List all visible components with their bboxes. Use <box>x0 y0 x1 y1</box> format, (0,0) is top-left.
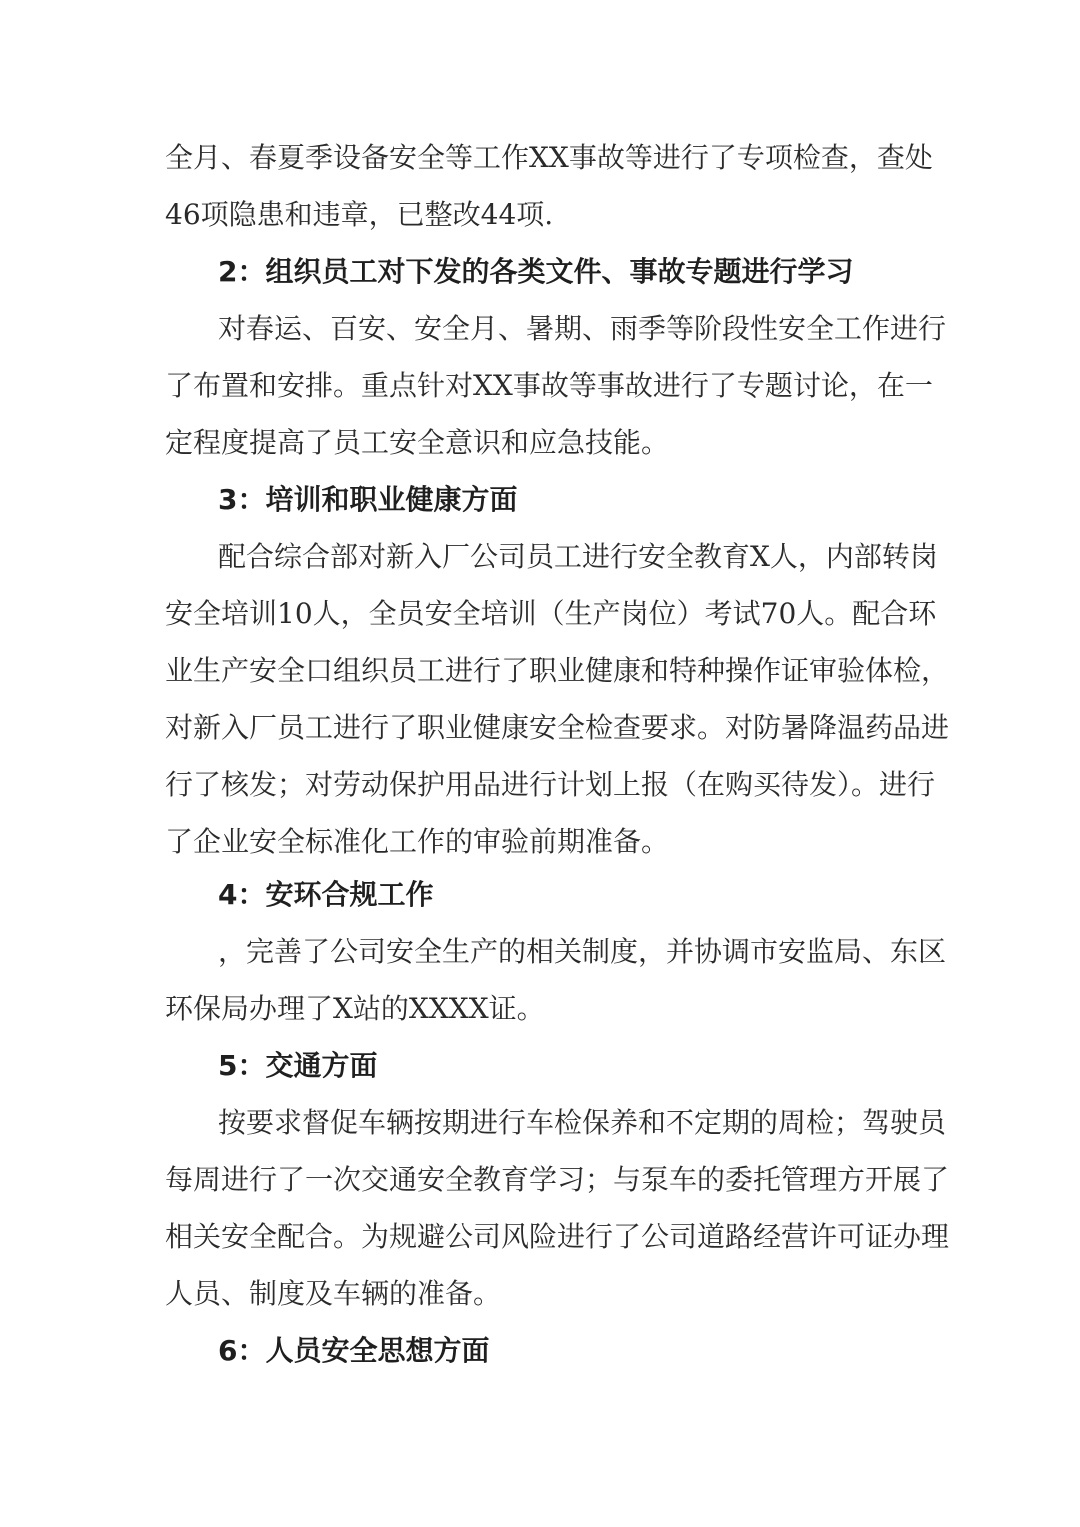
body-line: 了企业安全标准化工作的审验前期准备。 <box>165 825 670 858</box>
section-heading: 2：组织员工对下发的各类文件、事故专题进行学习 <box>218 255 854 288</box>
section-heading: 5：交通方面 <box>218 1049 378 1082</box>
section-heading: 3：培训和职业健康方面 <box>218 483 518 516</box>
body-line: 定程度提高了员工安全意识和应急技能。 <box>165 426 670 459</box>
body-line: 配合综合部对新入厂公司员工进行安全教育X人，内部转岗 <box>218 540 938 573</box>
body-line: 人员、制度及车辆的准备。 <box>165 1277 502 1310</box>
body-line: 全月、春夏季设备安全等工作XX事故等进行了专项检查，查处 <box>165 141 933 174</box>
body-line: 安全培训10人，全员安全培训（生产岗位）考试70人。配合环 <box>165 597 937 630</box>
body-line: 46项隐患和违章，已整改44项. <box>165 198 554 231</box>
body-line: 行了核发；对劳动保护用品进行计划上报（在购买待发）。进行 <box>165 768 936 801</box>
section-heading: 6：人员安全思想方面 <box>218 1334 490 1367</box>
body-line: 环保局办理了X站的XXXX证。 <box>165 992 545 1025</box>
body-line: 按要求督促车辆按期进行车检保养和不定期的周检；驾驶员 <box>218 1106 947 1139</box>
body-line: ，完善了公司安全生产的相关制度，并协调市安监局、东区 <box>218 935 947 968</box>
body-line: 业生产安全口组织员工进行了职业健康和特种操作证审验体检， <box>165 654 950 687</box>
body-line: 对春运、百安、安全月、暑期、雨季等阶段性安全工作进行 <box>218 312 947 345</box>
body-line: 了布置和安排。重点针对XX事故等事故进行了专题讨论，在一 <box>165 369 933 402</box>
body-line: 每周进行了一次交通安全教育学习；与泵车的委托管理方开展了 <box>165 1163 950 1196</box>
body-line: 对新入厂员工进行了职业健康安全检查要求。对防暑降温药品进 <box>165 711 950 744</box>
body-line: 相关安全配合。为规避公司风险进行了公司道路经营许可证办理 <box>165 1220 950 1253</box>
section-heading: 4：安环合规工作 <box>218 878 434 911</box>
